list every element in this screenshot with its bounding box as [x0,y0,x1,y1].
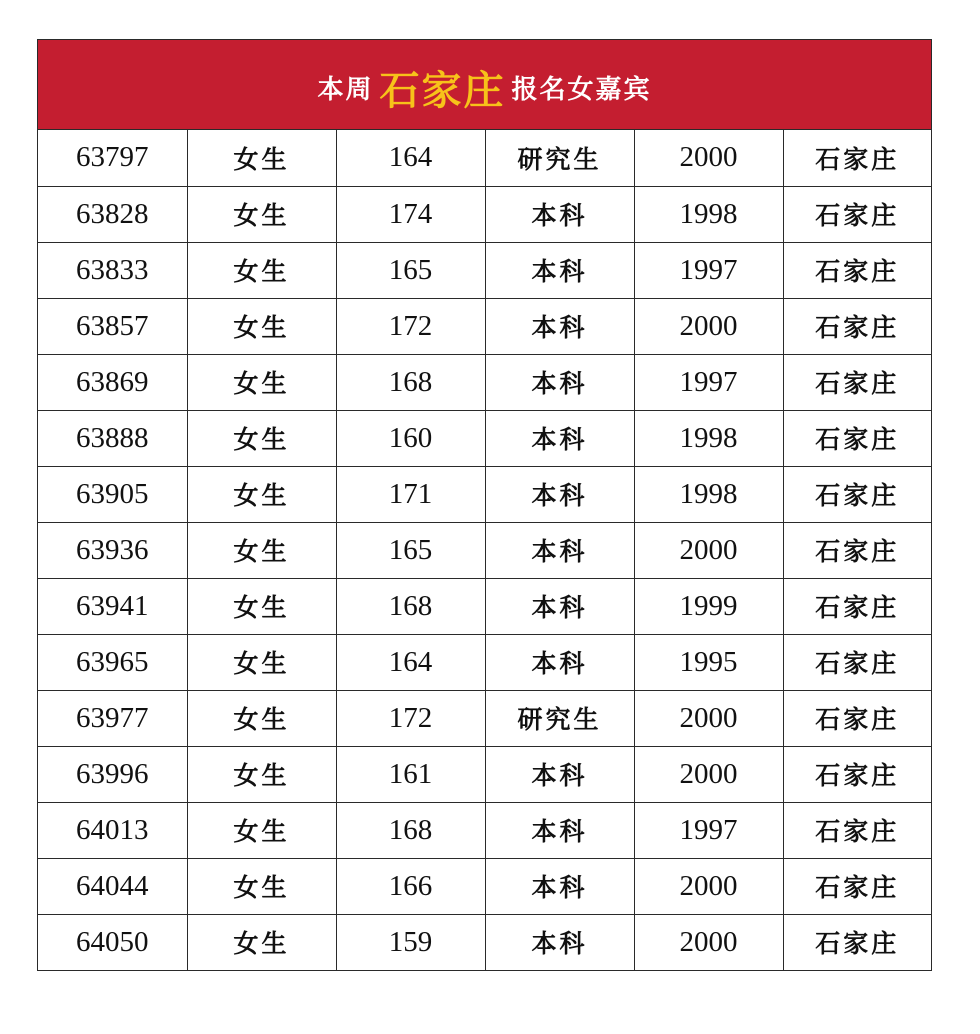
member-id-cell: 63833 [38,242,187,298]
member-id-cell: 63869 [38,354,187,410]
city-cell: 石家庄 [783,690,931,746]
birth-year-cell: 2000 [634,130,783,186]
table-row [38,186,931,242]
city-cell: 石家庄 [783,634,931,690]
education-cell: 研究生 [485,130,634,186]
member-id-cell: 64044 [38,858,187,914]
birth-year-cell: 1997 [634,802,783,858]
city-cell: 石家庄 [815,929,900,959]
gender-cell: 女生 [187,410,336,466]
gender-cell: 女生 [187,802,336,858]
city-cell: 石家庄 [783,746,931,802]
city-cell: 石家庄 [783,522,931,578]
table-row [38,298,931,354]
education-cell: 本科 [485,410,634,466]
member-id-cell: 63888 [38,410,187,466]
gender-cell: 女生 [187,466,336,522]
table-row [38,522,931,578]
table-row [38,634,931,690]
guest-table-body [38,130,931,970]
city-cell: 石家庄 [783,410,931,466]
birth-year-cell: 1999 [634,578,783,634]
member-id-cell: 63936 [38,522,187,578]
education-cell: 本科 [485,578,634,634]
city-cell: 石家庄 [783,186,931,242]
birth-year-cell: 2000 [634,298,783,354]
gender-cell: 女生 [187,186,336,242]
city-cell: 石家庄 [783,242,931,298]
gender-cell: 女生 [187,746,336,802]
member-id-cell: 64050 [38,914,187,970]
table-row [38,802,931,858]
gender-cell: 女生 [187,130,336,186]
birth-year-cell: 2000 [634,858,783,914]
city-cell: 石家庄 [783,354,931,410]
education-cell: 本科 [485,858,634,914]
table-row [38,746,931,802]
city-cell: 石家庄 [783,130,931,186]
title-suffix: 报名女嘉宾 [511,75,652,105]
education-cell: 本科 [485,242,634,298]
education-cell: 本科 [485,914,634,970]
member-id-cell: 63965 [38,634,187,690]
member-id-cell: 63797 [38,130,187,186]
birth-year-cell: 1998 [634,186,783,242]
gender-cell: 女生 [187,858,336,914]
title-city: 石家庄 [379,67,506,114]
member-id-cell: 63941 [38,578,187,634]
member-id-cell: 63828 [38,186,187,242]
gender-cell: 女生 [187,634,336,690]
education-cell: 本科 [485,522,634,578]
height-cell: 172 [336,690,485,746]
table-row [38,690,931,746]
education-cell: 本科 [485,186,634,242]
height-cell: 172 [336,298,485,354]
table-row [38,410,931,466]
education-cell: 本科 [485,466,634,522]
table-row [38,466,931,522]
birth-year-cell: 2000 [634,690,783,746]
table-row [38,130,931,186]
height-cell: 168 [336,354,485,410]
birth-year-cell: 1997 [634,354,783,410]
gender-cell: 女生 [187,578,336,634]
height-cell: 160 [336,410,485,466]
height-cell: 168 [336,802,485,858]
gender-cell: 女生 [187,354,336,410]
height-cell: 165 [336,522,485,578]
gender-cell: 女生 [187,522,336,578]
birth-year-cell: 2000 [634,914,783,970]
height-cell: 164 [336,634,485,690]
height-cell: 165 [336,242,485,298]
table-row [38,858,931,914]
height-cell: 171 [336,466,485,522]
guest-table [38,130,931,970]
birth-year-cell: 2000 [634,522,783,578]
gender-cell: 女生 [187,914,336,970]
education-cell: 研究生 [485,690,634,746]
member-id-cell: 63977 [38,690,187,746]
birth-year-cell: 1998 [634,466,783,522]
birth-year-cell: 2000 [634,746,783,802]
member-id-cell: 63996 [38,746,187,802]
birth-year-cell: 1998 [634,410,783,466]
table-row [38,914,931,970]
birth-year-cell: 1997 [634,242,783,298]
gender-cell: 女生 [187,298,336,354]
table-row [38,578,931,634]
height-cell: 174 [336,186,485,242]
height-cell: 164 [336,130,485,186]
birth-year-cell: 1995 [634,634,783,690]
height-cell: 168 [336,578,485,634]
city-cell: 石家庄 [783,298,931,354]
gender-cell: 女生 [187,242,336,298]
roster-frame [37,39,932,971]
height-cell: 166 [336,858,485,914]
education-cell: 本科 [485,802,634,858]
education-cell: 本科 [485,354,634,410]
height-cell: 159 [336,914,485,970]
city-cell: 石家庄 [783,858,931,914]
education-cell: 本科 [485,298,634,354]
member-id-cell: 63857 [38,298,187,354]
title-banner [38,40,931,130]
education-cell: 本科 [485,634,634,690]
city-cell: 石家庄 [783,802,931,858]
title-prefix: 本周 [317,75,374,105]
education-cell: 本科 [485,746,634,802]
table-row [38,242,931,298]
member-id-cell: 63905 [38,466,187,522]
gender-cell: 女生 [187,690,336,746]
table-row [38,354,931,410]
height-cell: 161 [336,746,485,802]
member-id-cell: 64013 [38,802,187,858]
city-cell: 石家庄 [783,466,931,522]
city-cell: 石家庄 [783,578,931,634]
